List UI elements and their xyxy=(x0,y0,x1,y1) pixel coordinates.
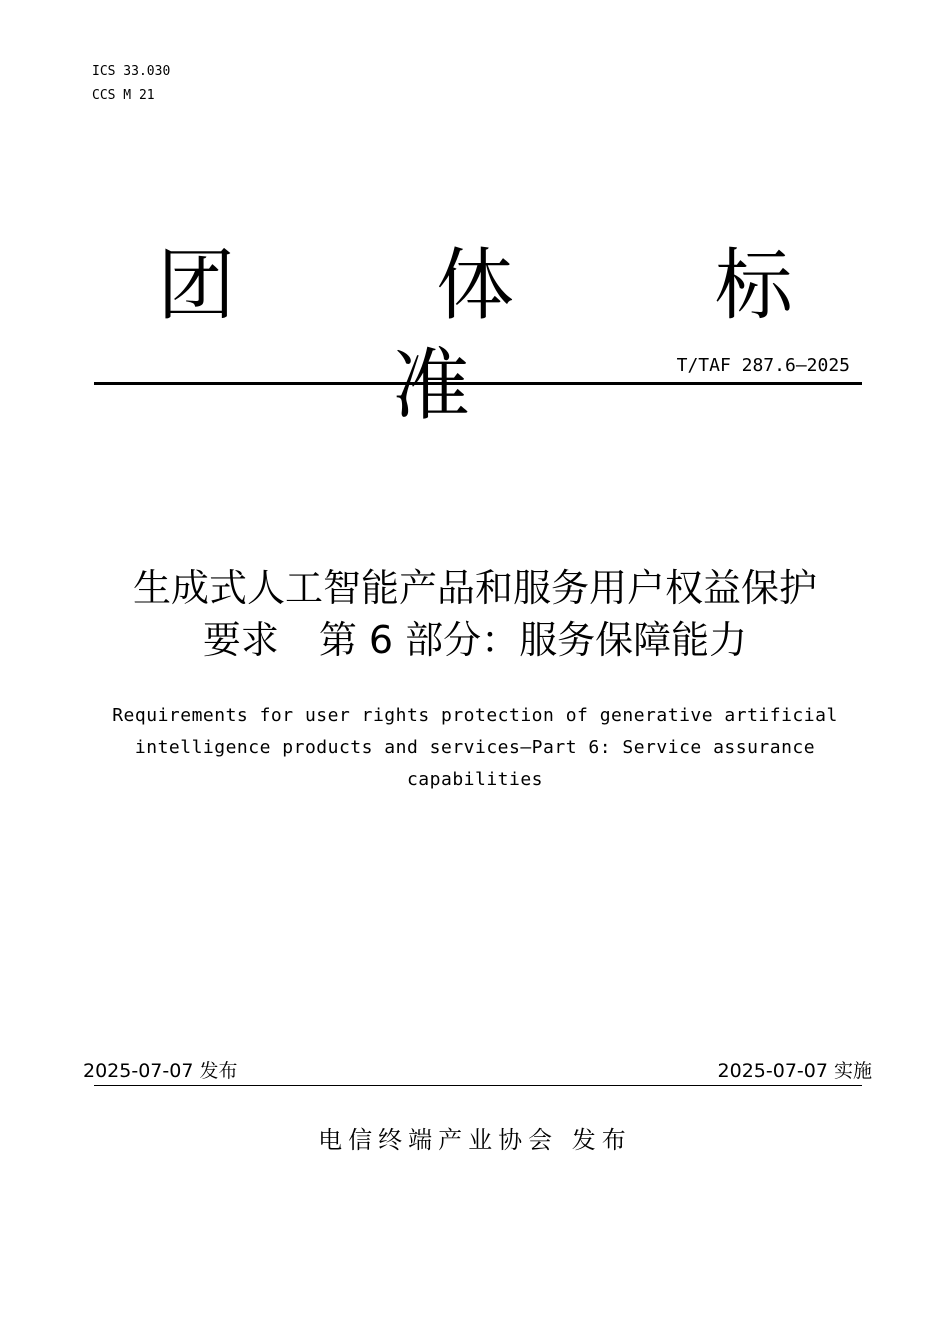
publish-date: 2025-07-07 发布 xyxy=(83,1060,238,1082)
document-type-heading: 团 体 标 准 xyxy=(157,241,881,431)
implementation-date: 2025-07-07 实施 xyxy=(717,1060,872,1082)
ics-code: ICS 33.030 xyxy=(92,64,171,79)
standard-number: T/TAF 287.6—2025 xyxy=(676,355,850,376)
chinese-title-line-1: 生成式人工智能产品和服务用户权益保护 xyxy=(132,566,817,610)
top-divider xyxy=(94,382,862,385)
english-title-line-1: Requirements for user rights protection of generative artificial xyxy=(112,705,838,726)
english-title-line-3: capabilities xyxy=(406,769,544,790)
ccs-code: CCS M 21 xyxy=(92,88,155,103)
english-title-line-2: intelligence products and services—Part 6: Service assurance xyxy=(134,737,816,758)
bottom-divider xyxy=(94,1085,862,1086)
english-title xyxy=(90,700,860,796)
chinese-title xyxy=(60,562,890,666)
publisher: 电信终端产业协会 发布 xyxy=(318,1126,632,1154)
chinese-title-line-2 xyxy=(60,614,890,666)
chinese-title-line-2-part-2: 第 6 部分：服务保障能力 xyxy=(318,618,748,662)
chinese-title-line-2-part-1: 要求 xyxy=(202,618,279,662)
